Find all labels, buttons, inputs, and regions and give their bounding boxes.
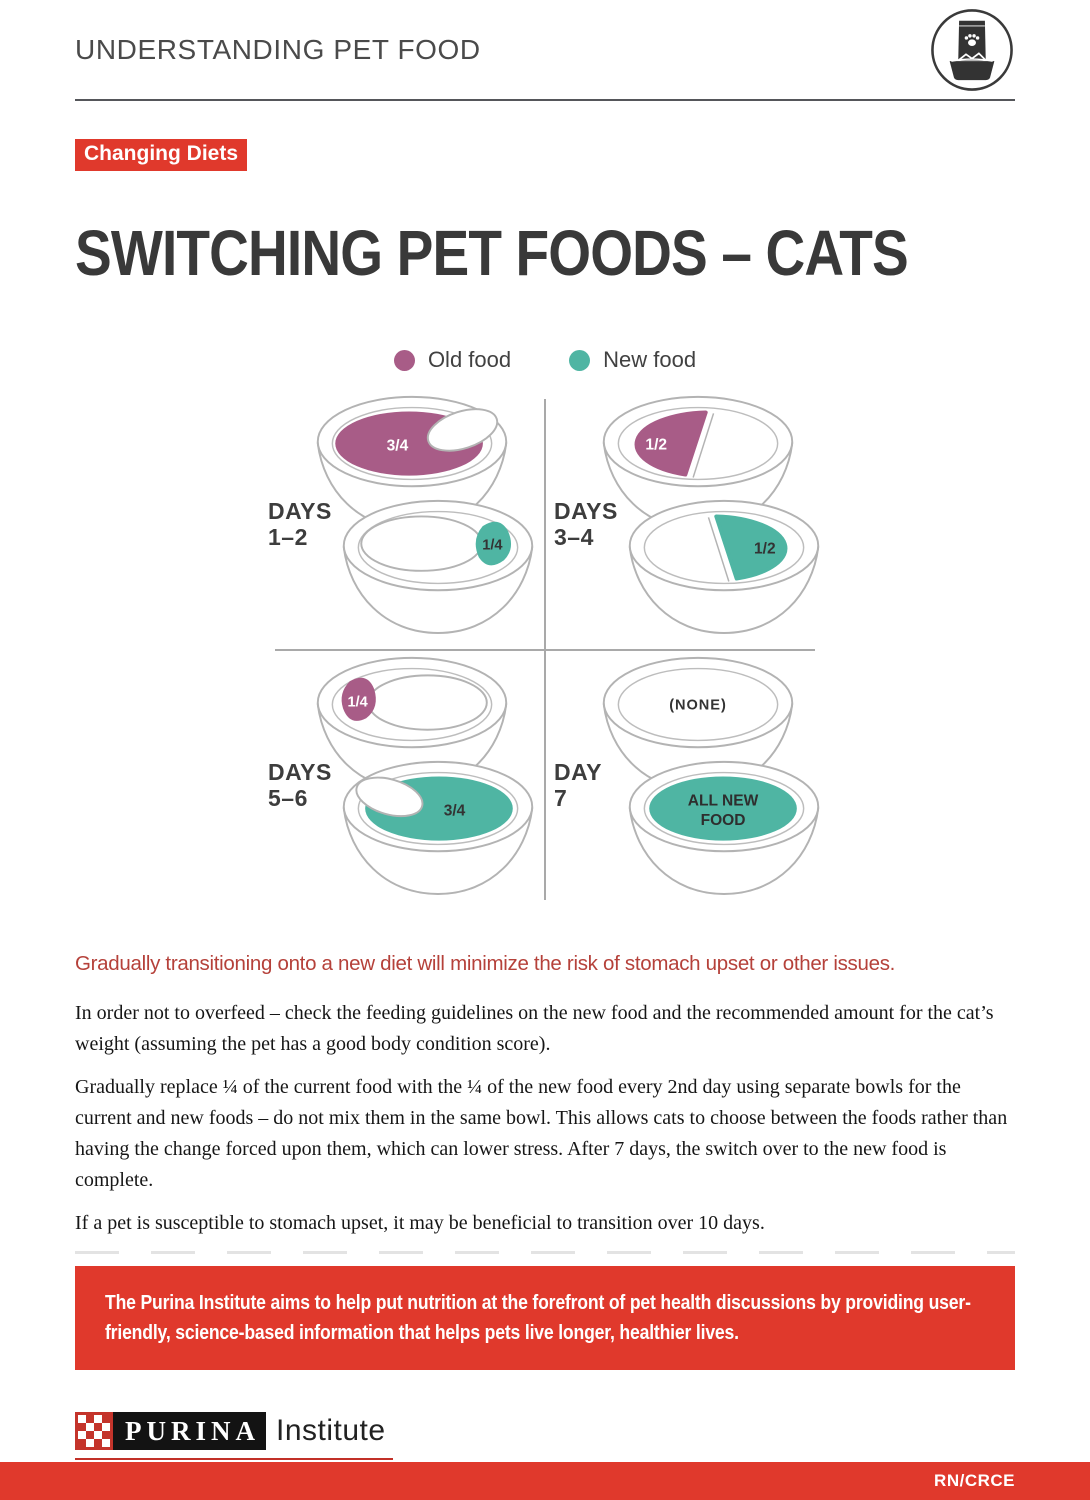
paragraph-1: In order not to overfeed – check the feeding guidelines on the new food and the recommended amount for the cat’s weight (assuming the pet has a good body condition score). <box>75 1002 994 1055</box>
quadrant-label: DAYS 1–2 <box>268 498 332 550</box>
quadrant-days-1-2 <box>264 393 540 645</box>
old-fraction-label: 1/2 <box>645 436 668 454</box>
legend-item-new-food <box>569 347 696 373</box>
body-copy <box>75 998 1015 1239</box>
page-header <box>75 0 1015 101</box>
new-fraction-label-line2: FOOD <box>700 812 746 830</box>
quadrant-day-7 <box>550 654 826 906</box>
old-fraction-label: 3/4 <box>386 437 409 455</box>
new-fraction-label: 1/2 <box>754 540 776 558</box>
mission-banner <box>75 1266 1015 1370</box>
bowl-new-food-days-3-4 <box>622 497 826 643</box>
institute-wordmark: Institute <box>276 1414 386 1447</box>
old-food-dot-icon <box>394 350 415 371</box>
quadrant-days-5-6 <box>264 654 540 906</box>
doc-code: RN/CRCE <box>934 1471 1015 1490</box>
new-fraction-label-line1: ALL NEW <box>687 792 759 810</box>
header-title: UNDERSTANDING PET FOOD <box>75 33 481 65</box>
quadrant-label: DAY 7 <box>554 759 602 811</box>
bowl-new-food-day-7-full <box>622 758 826 904</box>
quadrant-days-3-4 <box>550 393 826 645</box>
new-fraction-label: 1/4 <box>482 537 503 554</box>
legend <box>75 347 1015 373</box>
page-title: SWITCHING PET FOODS – CATS <box>75 217 908 289</box>
old-fraction-label: (NONE) <box>669 697 727 714</box>
logo-underline <box>75 1458 393 1460</box>
new-fraction-label: 3/4 <box>443 802 466 820</box>
legend-new-label: New food <box>603 347 697 372</box>
section-badge: Changing Diets <box>75 139 247 171</box>
diagram-horizontal-divider <box>275 649 815 651</box>
dashed-divider <box>75 1251 1015 1254</box>
quadrant-label: DAYS 3–4 <box>554 498 618 550</box>
old-fraction-label: 1/4 <box>347 694 368 711</box>
bowl-new-food-days-5-6 <box>336 758 540 904</box>
bowl-new-food-days-1-2 <box>336 497 540 643</box>
new-food-dot-icon <box>569 350 590 371</box>
bottom-bar <box>0 1462 1090 1500</box>
purina-checkerboard-icon <box>75 1412 113 1450</box>
mission-banner-text: The Purina Institute aims to help put nutrition at the forefront of pet health discussions by providing user-friendly, science-based information that helps pets live longer, healthier lives. <box>105 1292 971 1344</box>
paragraph-3: If a pet is susceptible to stomach upset, it may be beneficial to transition over 10 days. <box>75 1212 765 1234</box>
paragraph-2: Gradually replace ¼ of the current food with the ¼ of the new food every 2nd day using separate bowls for the current and new foods – do not mix them in the same bowl. This allows cats to choose between the foods rather than having the change forced upon them, which can lower stress. After 7 days, the switch over to the new food is complete. <box>75 1076 1008 1191</box>
legend-old-label: Old food <box>427 347 512 372</box>
transition-diagram <box>264 393 826 908</box>
quadrant-label: DAYS 5–6 <box>268 759 332 811</box>
legend-item-old-food <box>394 347 511 373</box>
key-statement: Gradually transitioning onto a new diet will minimize the risk of stomach upset or other issues. <box>75 952 896 975</box>
pet-food-bag-bowl-icon <box>929 7 1015 93</box>
purina-wordmark: PURINA <box>113 1412 266 1450</box>
